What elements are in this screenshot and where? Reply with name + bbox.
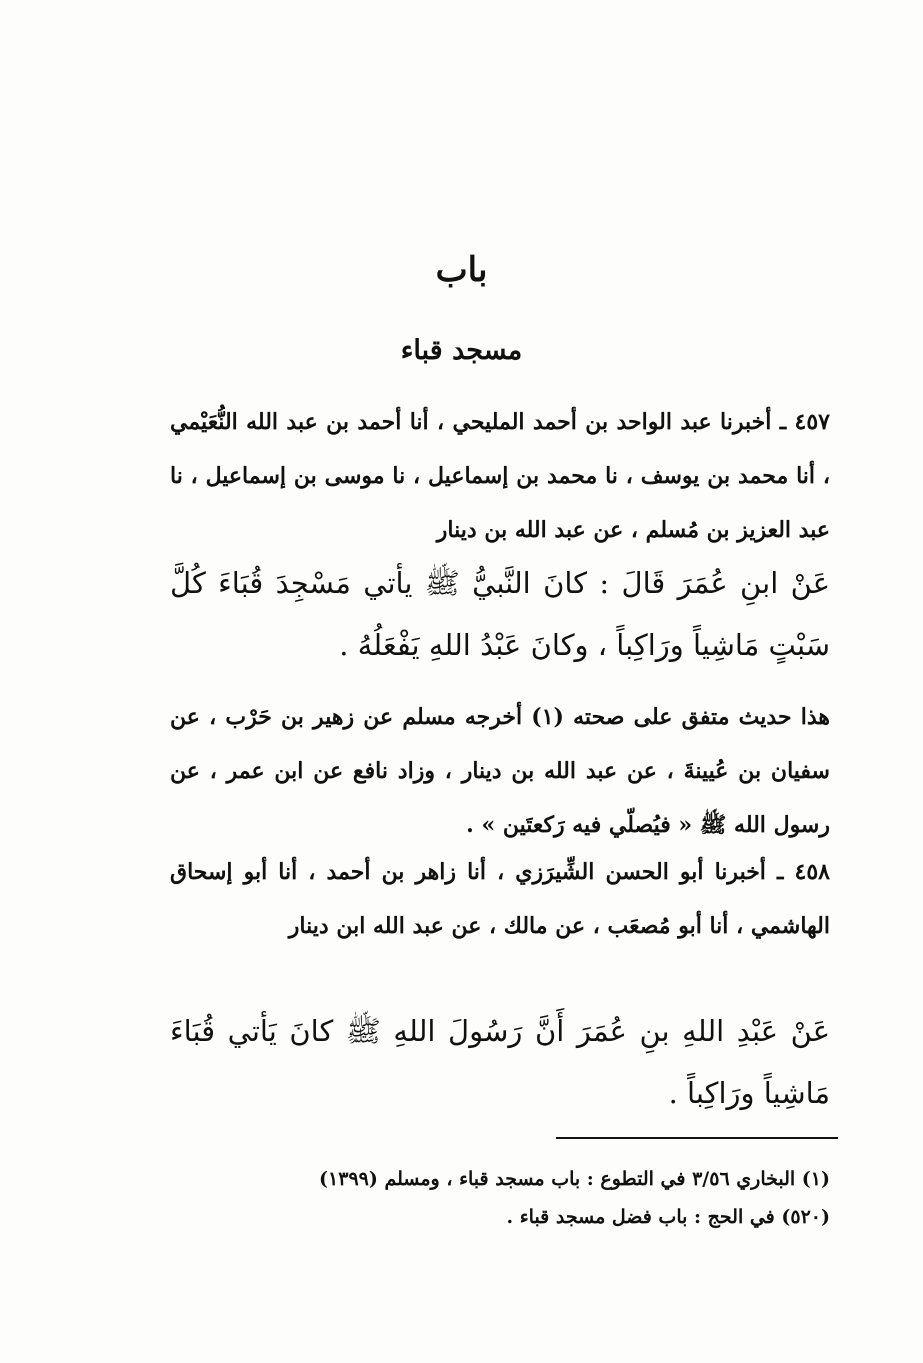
footnote-divider [556,1137,838,1139]
chapter-title: باب [435,250,488,290]
chapter-subtitle: مسجد قباء [400,335,523,366]
hadith-457-matn: عَنْ ابنِ عُمَرَ قَالَ : كانَ النَّبيُّ ﷺ يأتي مَسْجِدَ قُبَاءَ كُلَّ سَبْتٍ مَاشِياً ورَاكِباً ، وكانَ عَبْدُ اللهِ يَفْعَلُهُ . [170,566,830,662]
hadith-457-commentary: هذا حديث متفق على صحته (١) أخرجه مسلم عن زهير بن حَرْب ، عن سفيان بن عُيينةَ ، عن عبد الله بن دينار ، وزاد نافع عن ابن عمر ، عن رسول الله ﷺ « فيُصلّي فيه رَكعتَين » . [170,704,830,838]
footnote-line-1: (١) البخاري ٣/٥٦ في التطوع : باب مسجد قباء ، ومسلم (١٣٩٩) [319,1168,830,1190]
hadith-458-matn: عَنْ عَبْدِ اللهِ بنِ عُمَرَ أَنَّ رَسُولَ اللهِ ﷺ كانَ يَأتي قُبَاءَ مَاشِياً ورَاكِباً . [170,1014,830,1110]
footnote-line-2: (٥٢٠) في الحج : باب فضل مسجد قباء . [506,1206,830,1228]
footnotes [170,1160,830,1236]
hadith-457-isnad: ٤٥٧ ـ أخبرنا عبد الواحد بن أحمد المليحي ، أنا أحمد بن عبد الله النُّعَيْمي ، أنا محمد بن يوسف ، نا محمد بن إسماعيل ، نا موسى بن إسماعيل ، نا عبد العزيز بن مُسلم ، عن عبد الله بن دينار [170,409,830,543]
hadith-458-isnad: ٤٥٨ ـ أخبرنا أبو الحسن الشِّيرَزي ، أنا زاهر بن أحمد ، أنا أبو إسحاق الهاشمي ، أنا أبو مُصعَب ، عن مالك ، عن عبد الله ابن دينار [170,859,830,939]
